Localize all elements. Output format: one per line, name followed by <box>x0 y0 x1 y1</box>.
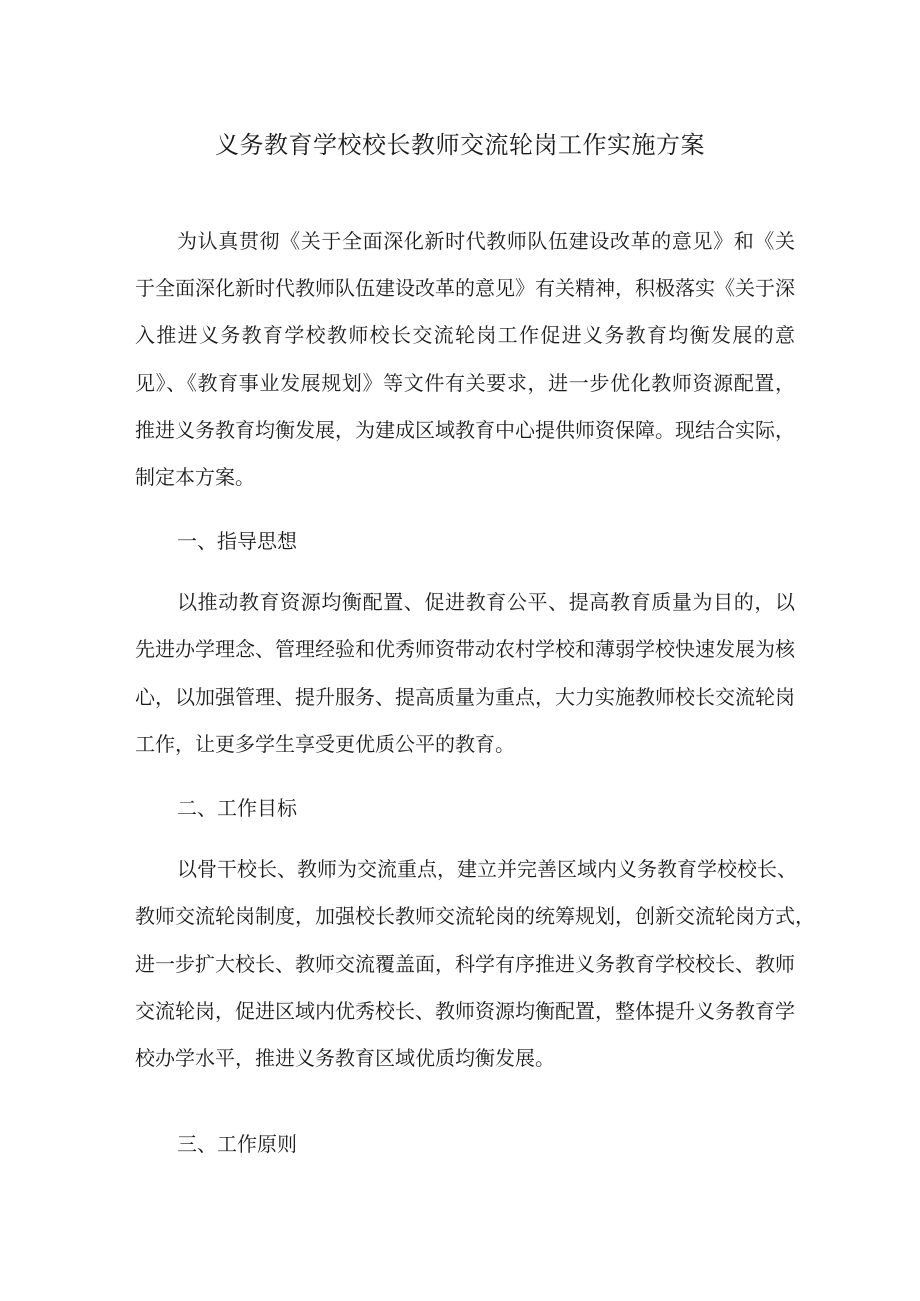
intro-line-2: 于全面深化新时代教师队伍建设改革的意见》有关精神，积极落实《关于深 <box>135 276 795 300</box>
section2-line-4: 交流轮岗，促进区域内优秀校长、教师资源均衡配置，整体提升义务教育学 <box>135 999 795 1023</box>
intro-line-4: 见》、《教育事业发展规划》等文件有关要求，进一步优化教师资源配置， <box>135 371 795 395</box>
document-title: 义务教育学校校长教师交流轮岗工作实施方案 <box>215 131 705 159</box>
section2-line-5: 校办学水平，推进义务教育区域优质均衡发展。 <box>135 1046 555 1070</box>
section1-line-2: 先进办学理念、管理经验和优秀师资带动农村学校和薄弱学校快速发展为核 <box>135 637 795 661</box>
section1-heading: 一、指导思想 <box>177 529 297 553</box>
intro-line-3: 入推进义务教育学校教师校长交流轮岗工作促进义务教育均衡发展的意 <box>135 323 795 347</box>
intro-line-1: 为认真贯彻《关于全面深化新时代教师队伍建设改革的意见》和《关 <box>177 229 795 253</box>
section2-heading: 二、工作目标 <box>177 796 297 820</box>
section2-line-2: 教师交流轮岗制度，加强校长教师交流轮岗的统筹规划，创新交流轮岗方式， <box>135 904 815 928</box>
section2-line-1: 以骨干校长、教师为交流重点，建立并完善区域内义务教育学校校长、 <box>177 857 797 881</box>
intro-line-6: 制定本方案。 <box>135 465 255 489</box>
section1-line-1: 以推动教育资源均衡配置、促进教育公平、提高教育质量为目的，以 <box>177 590 795 614</box>
section3-heading: 三、工作原则 <box>177 1132 297 1156</box>
intro-line-5: 推进义务教育均衡发展，为建成区域教育中心提供师资保障。现结合实际， <box>135 418 795 442</box>
section1-line-3: 心，以加强管理、提升服务、提高质量为重点，大力实施教师校长交流轮岗 <box>135 685 795 709</box>
section2-line-3: 进一步扩大校长、教师交流覆盖面，科学有序推进义务教育学校校长、教师 <box>135 952 795 976</box>
section1-line-4: 工作，让更多学生享受更优质公平的教育。 <box>135 732 515 756</box>
